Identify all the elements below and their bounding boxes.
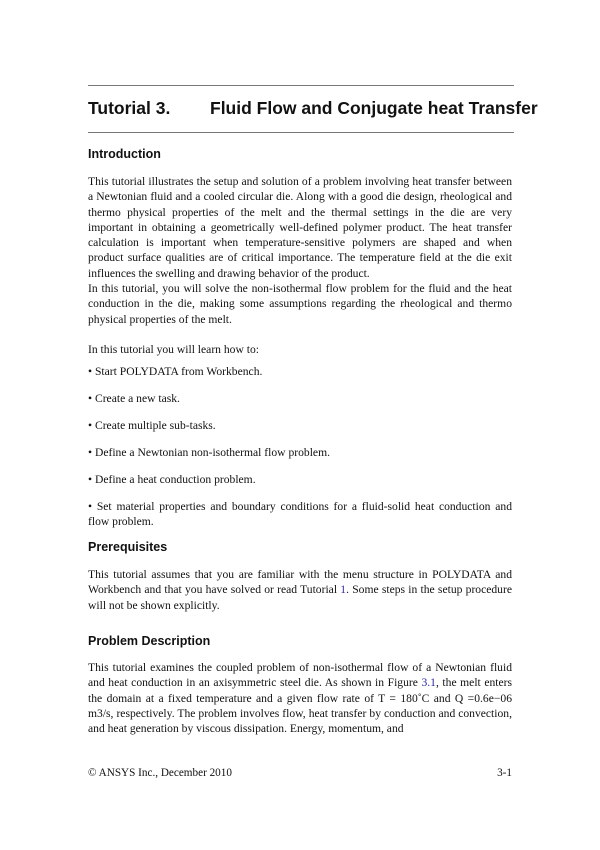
bullet-item: • Define a heat conduction problem.: [88, 473, 256, 486]
problem-description-heading: Problem Description: [88, 634, 211, 648]
tutorial-number: Tutorial 3.: [88, 98, 171, 118]
introduction-paragraph-1: This tutorial illustrates the setup and solution of a problem involving heat transfer between a Newtonian fluid and a cooled circular die. Along with a good die design, rheological and thermo physical properties of the melt and the thermal settings in the die are very important in obtaining a geometrically well-defined polymer product. The heat transfer calculation is important when temperature-sensitive polymers are shaped and when product surface qualities are of critical importance. The temperature field at the die exit influences the swelling and drawing behavior of the product.: [88, 175, 512, 280]
bullet-item: • Start POLYDATA from Workbench.: [88, 365, 263, 378]
footer-page-number: 3-1: [497, 767, 512, 779]
prerequisites-heading: Prerequisites: [88, 540, 168, 554]
header-rule-top: [88, 85, 514, 86]
bullet-item: • Define a Newtonian non-isothermal flow problem.: [88, 446, 330, 459]
problem-description-paragraph: This tutorial examines the coupled problem of non-isothermal flow of a Newtonian fluid and heat conduction in an axisymmetric steel die. As shown in Figure 3.1, the melt enters the domain at a fixed temperature and a given flow rate of T = 180˚C and Q =0.6e−06 m3/s, respectively. The problem involves flow, heat transfer by conduction and convection, and heat generation by viscous dissipation. Energy, momentum, and: [88, 661, 512, 736]
tutorial-name: Fluid Flow and Conjugate heat Transfer: [210, 98, 538, 118]
header-rule-bottom: [88, 132, 514, 133]
footer-copyright: © ANSYS Inc., December 2010: [88, 767, 232, 779]
introduction-heading: Introduction: [88, 147, 161, 161]
bullet-item: • Create multiple sub-tasks.: [88, 419, 216, 432]
introduction-paragraph-3: In this tutorial you will learn how to:: [88, 343, 259, 356]
bullet-item: • Create a new task.: [88, 392, 180, 405]
figure-3-1-link[interactable]: 3.1: [421, 676, 436, 690]
introduction-paragraph-2: In this tutorial, you will solve the non-isothermal flow problem for the fluid and the heat conduction in the die, making some assumptions regarding the rheological and thermo physical properties of the melt.: [88, 282, 512, 326]
bullet-item: • Set material properties and boundary conditions for a fluid-solid heat conduction and flow problem.: [88, 500, 512, 529]
prerequisites-paragraph: This tutorial assumes that you are familiar with the menu structure in POLYDATA and Workbench and that you have solved or read Tutorial 1. Some steps in the setup procedure will not be shown explicitly.: [88, 568, 512, 612]
tutorial-1-link[interactable]: 1: [340, 583, 347, 597]
